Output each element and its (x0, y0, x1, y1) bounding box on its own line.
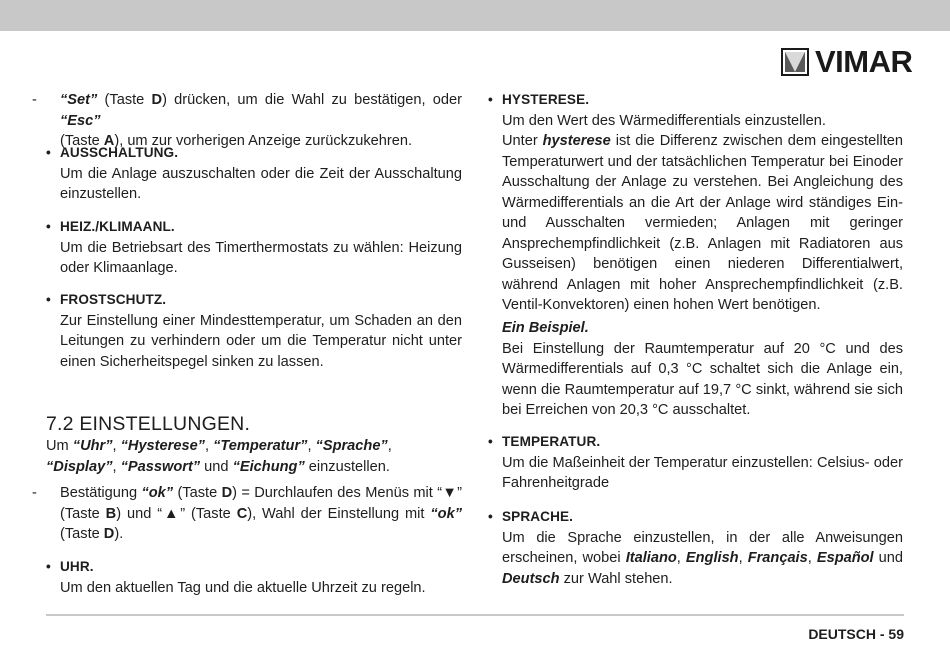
ausschaltung-item (46, 143, 462, 205)
heiz-text: Um die Betriebsart des Timerthermostats zu wählen: Heizung oder Klimaanlage. (60, 239, 462, 276)
ausschaltung-heading: • AUSSCHALTUNG. (46, 145, 179, 160)
uhr-item (46, 557, 462, 598)
frost-heading: • FROSTSCHUTZ. (46, 292, 167, 307)
hysterese-item (488, 90, 903, 316)
hysterese-heading: • HYSTERESE. (488, 92, 590, 107)
hysterese-text: Unter hysterese ist die Differenz zwischen dem eingestellten Temperaturwert und der tatsächlichen Temperatur bei Einoder Ausschaltung der Anlage zu verstehen. Bei Angleichung des Wärmedifferentials an die Art der Anlage wird ständiges Ein- und Ausschalten vermieden; Anlagen mit geringer Ansprechempfindlichkeit (z.B. Anlagen mit Radiatoren aus Gusseisen) benötigen einen niederen Differentialwert, während Anlagen mit hoher Ansprechempfindlichkeit (z.B. Ventil-Konvektoren) einen hohen Wert benötigen. (502, 133, 904, 313)
brand-name: VIMAR (815, 44, 913, 79)
temperatur-item (488, 432, 903, 494)
beispiel-heading: Ein Beispiel. (502, 320, 589, 336)
section-title: 7.2 EINSTELLUNGEN. (46, 413, 251, 435)
beispiel-text: Bei Einstellung der Raumtemperatur auf 20 °C und des Wärmedifferentials auf 0,3 °C schaltet sich die Anlage ein, wenn die Raumtemperatur auf 19,7 °C sinkt, während sie sich bei Erreichen von 20,3 °C ausschaltet. (502, 340, 903, 418)
heiz-item (46, 217, 462, 279)
temperatur-text: Um die Maßeinheit der Temperatur einzustellen: Celsius- oder Fahrenheitgrade (502, 454, 903, 491)
uhr-heading: • UHR. (46, 559, 94, 574)
temperatur-heading: • TEMPERATUR. (488, 434, 601, 449)
page-footer: DEUTSCH - 59 (808, 626, 904, 642)
confirm-dash-item (32, 483, 462, 545)
ausschaltung-text: Um die Anlage auszuschalten oder die Zeit der Ausschaltung einzustellen. (60, 165, 462, 202)
frost-text: Zur Einstellung einer Mindesttemperatur, um Schaden an den Leitungen zu verhindern oder um die Temperatur nicht unter einen Sicherheitspegel sinken zu lassen. (60, 312, 462, 370)
sprache-item (488, 507, 903, 589)
sprache-heading: • SPRACHE. (488, 509, 574, 524)
uhr-text: Um den aktuellen Tag und die aktuelle Uhrzeit zu regeln. (60, 579, 426, 596)
vimar-logo-icon (781, 48, 809, 76)
frost-item (46, 290, 462, 372)
beispiel-item (488, 318, 903, 421)
confirm-text: - Bestätigung “ok” (Taste D) = Durchlaufen des Menüs mit “▼” (Taste B) und “▲” (Taste C), Wahl der Einstellung mit “ok” (Taste D). (32, 485, 462, 542)
vimar-logo (781, 46, 912, 78)
section-einstellungen (46, 412, 462, 477)
intro-dash-text: - “Set” (Taste D) drücken, um die Wahl zu bestätigen, oder “Esc” (Taste A), um zur vorherigen Anzeige zurückzukehren. (32, 92, 462, 149)
section-intro: Um “Uhr”, “Hysterese”, “Temperatur”, “Sprache”, “Display”, “Passwort” und “Eichung” einzustellen. (46, 438, 392, 475)
footer-divider (46, 614, 904, 616)
hysterese-line1: Um den Wert des Wärmedifferentials einzustellen. (502, 112, 826, 129)
top-band (0, 0, 950, 31)
sprache-text: Um die Sprache einzustellen, in der alle Anweisungen erscheinen, wobei Italiano, English, Français, Español und Deutsch zur Wahl stehen. (502, 529, 904, 587)
heiz-heading: • HEIZ./KLIMAANL. (46, 219, 175, 234)
